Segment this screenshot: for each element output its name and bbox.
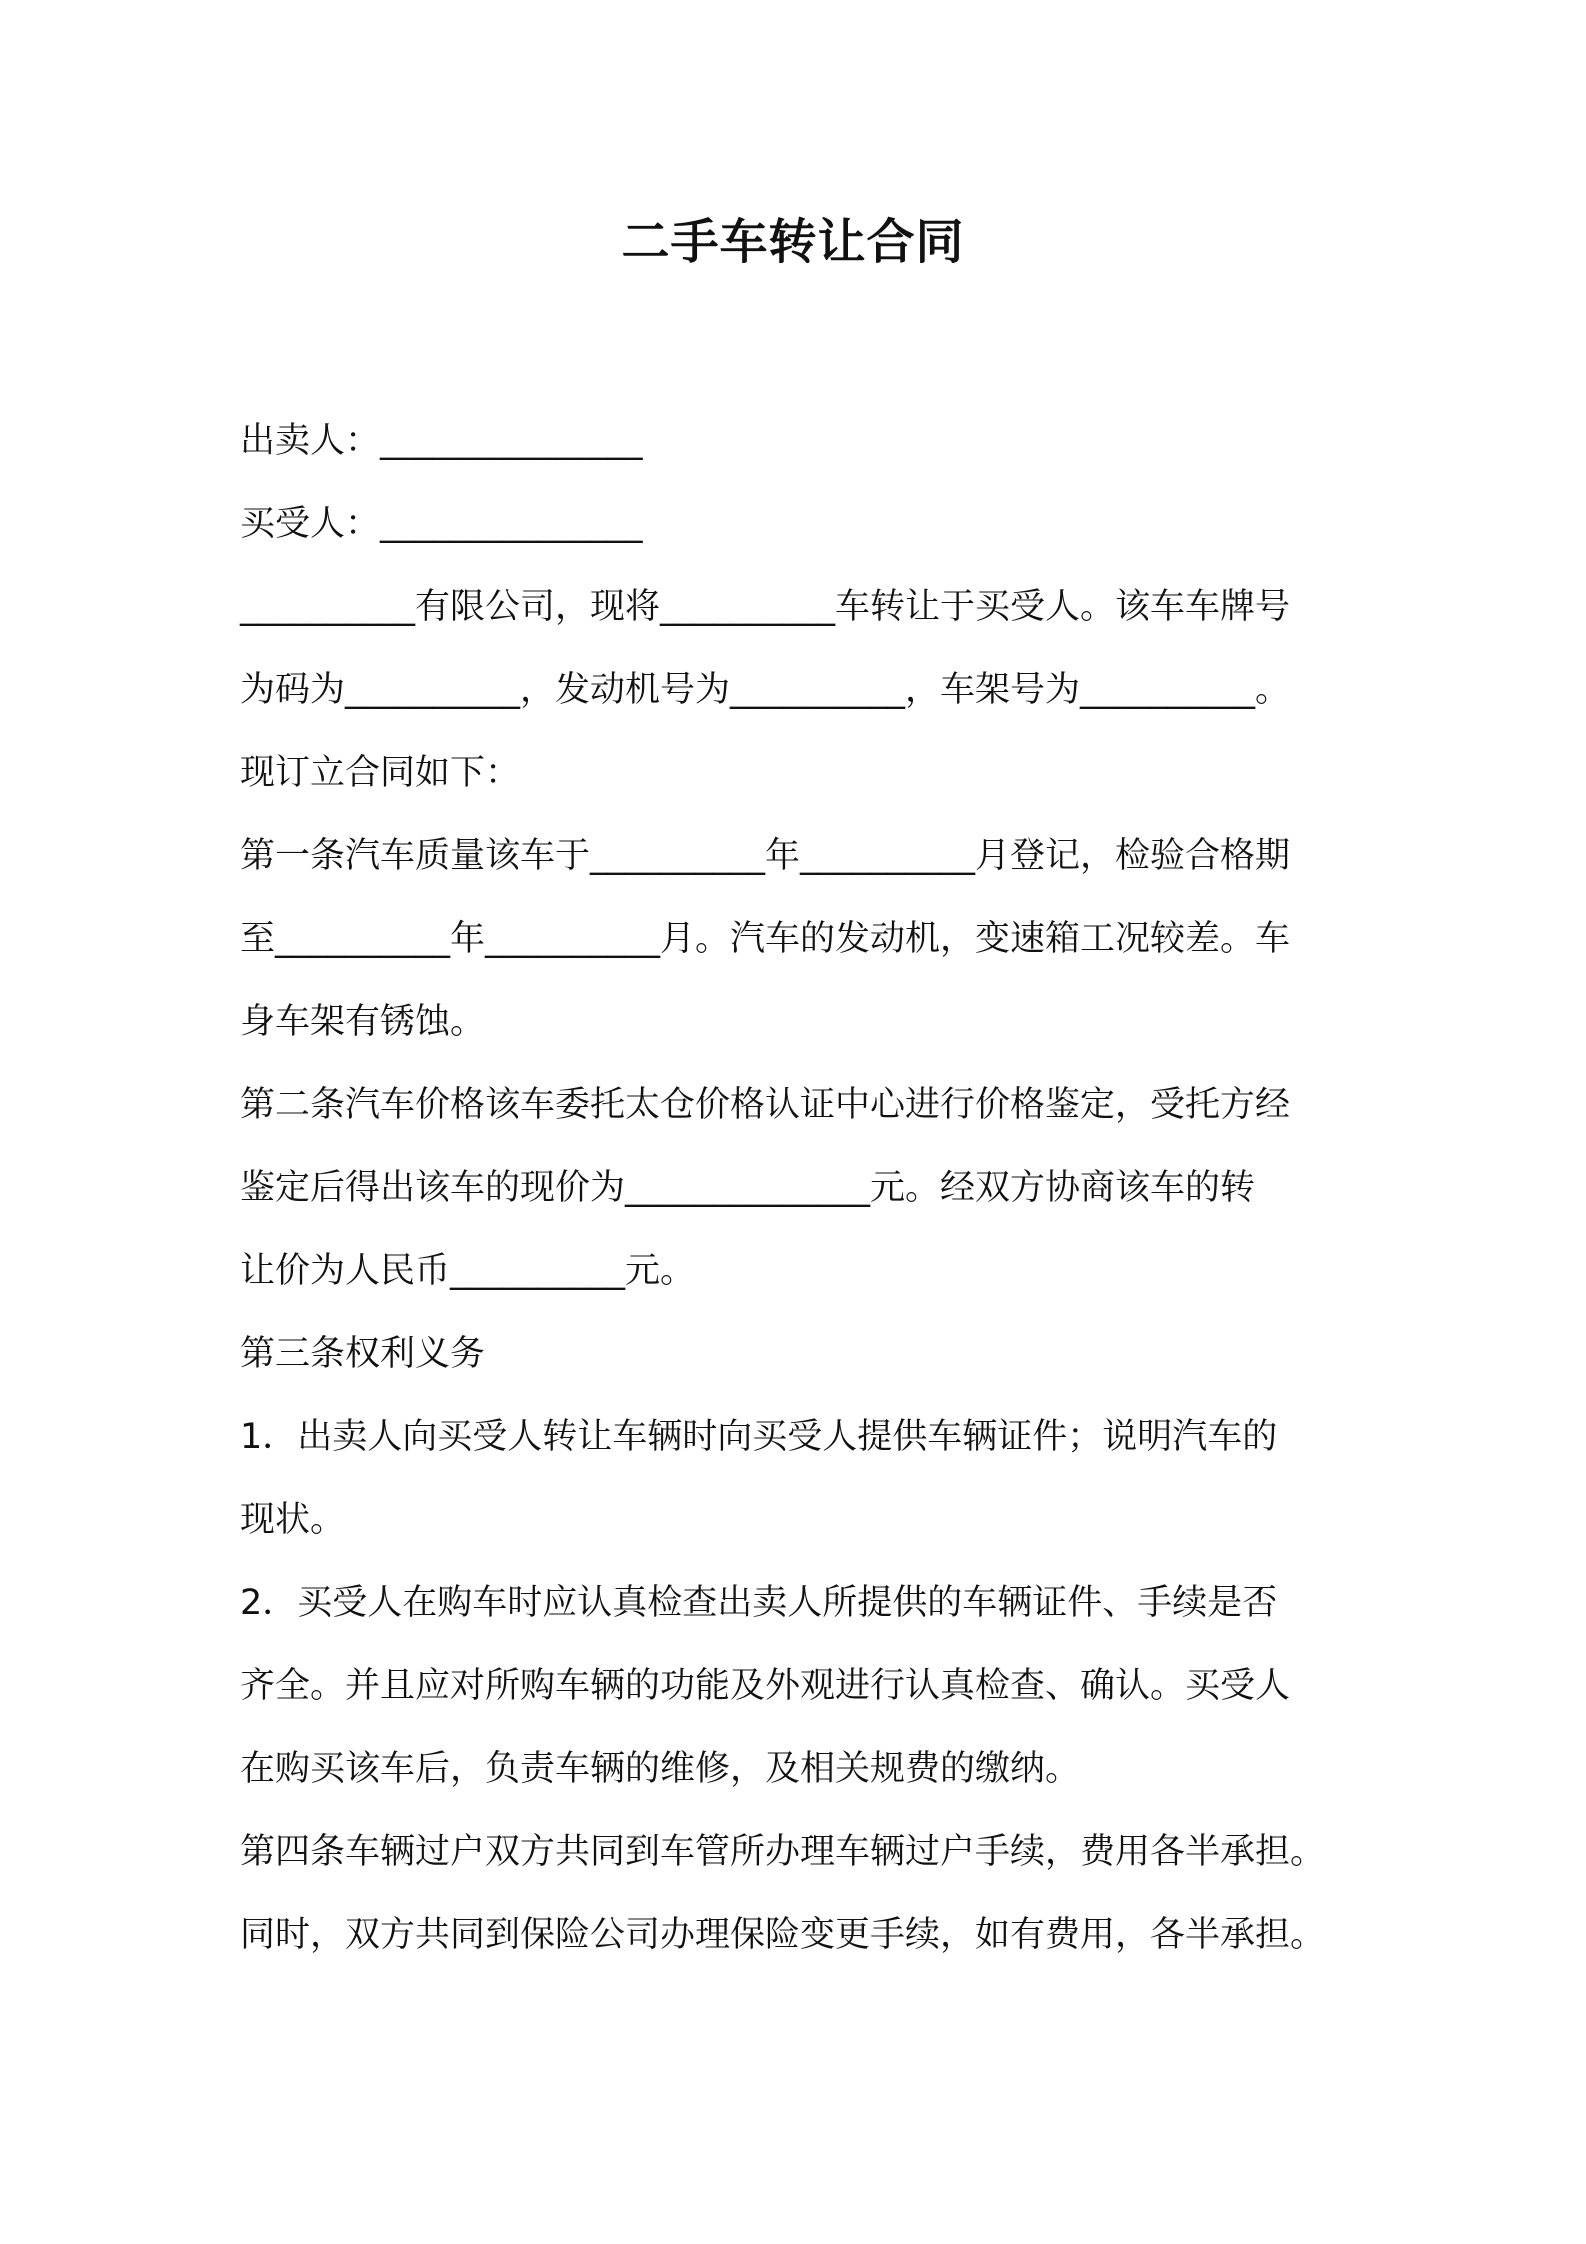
article-2-line-2: 鉴定后得出该车的现价为______________元。经双方协商该车的转 [240, 1168, 1256, 1208]
article-1-line-1: 第一条汽车质量该车于__________年__________月登记，检验合格期 [240, 836, 1291, 876]
article-3-item-2-line-3: 在购买该车后，负责车辆的维修，及相关规费的缴纳。 [240, 1749, 1081, 1789]
article-3-item-2-line-1: 2．买受人在购车时应认真检查出卖人所提供的车辆证件、手续是否 [240, 1583, 1278, 1623]
article-4-line-2: 同时，双方共同到保险公司办理保险变更手续，如有费用，各半承担。 [240, 1915, 1326, 1955]
article-2-line-3: 让价为人民币__________元。 [240, 1251, 696, 1291]
seller-line: 出卖人：_______________ [240, 421, 643, 461]
intro-line-1: __________有限公司，现将__________车转让于买受人。该车车牌号 [240, 587, 1291, 627]
article-3-item-1-line-2: 现状。 [240, 1500, 346, 1540]
article-1-line-2: 至__________年__________月。汽车的发动机，变速箱工况较差。车 [240, 919, 1291, 959]
article-4-line-1: 第四条车辆过户双方共同到车管所办理车辆过户手续，费用各半承担。 [240, 1832, 1326, 1872]
intro-line-3: 现订立合同如下： [240, 753, 521, 793]
article-3-item-1-line-1: 1．出卖人向买受人转让车辆时向买受人提供车辆证件；说明汽车的 [240, 1417, 1278, 1457]
document-title: 二手车转让合同 [621, 214, 965, 270]
article-2-line-1: 第二条汽车价格该车委托太仓价格认证中心进行价格鉴定，受托方经 [240, 1085, 1291, 1125]
contract-body [240, 400, 1370, 1977]
intro-line-2: 为码为__________，发动机号为__________，车架号为__________。 [240, 670, 1291, 710]
article-3-heading: 第三条权利义务 [240, 1334, 486, 1374]
article-1-line-3: 身车架有锈蚀。 [240, 1002, 486, 1042]
article-3-item-2-line-2: 齐全。并且应对所购车辆的功能及外观进行认真检查、确认。买受人 [240, 1666, 1291, 1706]
buyer-line: 买受人：_______________ [240, 504, 643, 544]
